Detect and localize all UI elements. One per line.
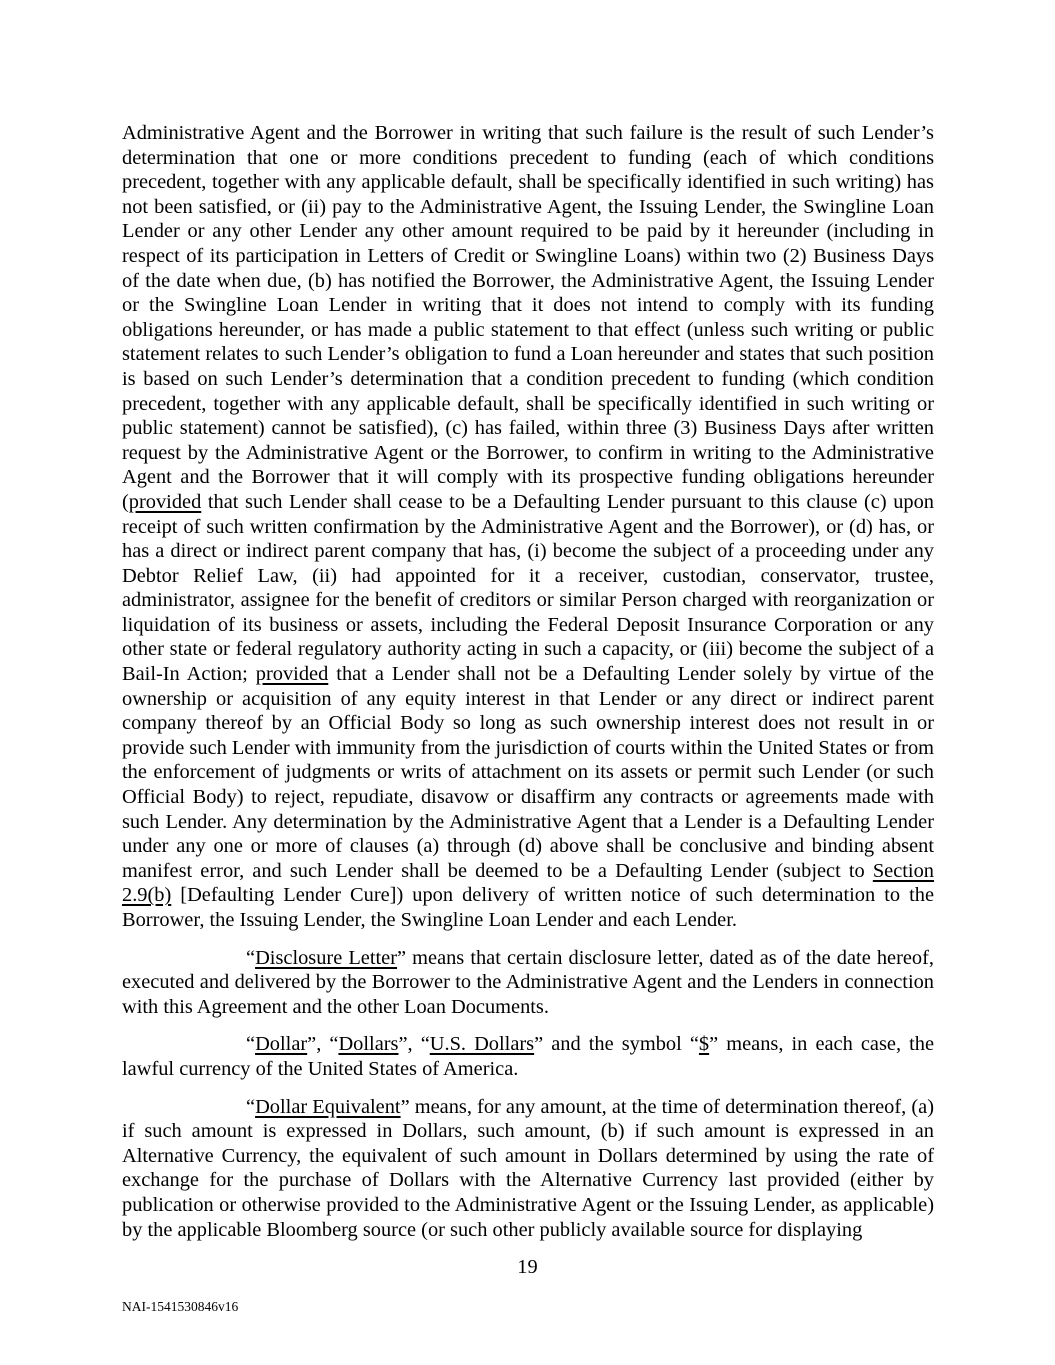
document-id-footer: NAI-1541530846v16 bbox=[122, 1299, 239, 1314]
paragraph bbox=[122, 1095, 934, 1243]
text-run: ”, “ bbox=[398, 1033, 430, 1056]
underlined-term: Dollars bbox=[338, 1033, 399, 1056]
underlined-term: Disclosure Letter bbox=[255, 946, 398, 969]
underlined-term: $ bbox=[698, 1033, 710, 1056]
underlined-term: Dollar Equivalent bbox=[255, 1095, 401, 1118]
text-run: ” and the symbol “ bbox=[534, 1033, 699, 1056]
underlined-term: provided bbox=[255, 663, 329, 686]
paragraph bbox=[122, 946, 934, 1020]
page-number: 19 bbox=[517, 1256, 538, 1278]
underlined-term: Dollar bbox=[255, 1033, 308, 1056]
text-run: ” means, for any amount, at the time of determination thereof, (a) if such amount is expressed in Dollars, such amount, (b) if such amount is expressed in an Alternative Currency, the equivalent of such amount in Dollars determined by using the rate of exchange for the purchase of Dollars with the Alternative Currency last provided (either by publication or otherwise provided to the Administrative Agent or the Issuing Lender, as applicable) by the applicable Bloomberg source (or such other publicly available source for displaying bbox=[122, 1095, 934, 1241]
text-run: “ bbox=[246, 1095, 256, 1118]
text-run: ” means that certain disclosure letter, dated as of the date hereof, executed and delivered by the Borrower to the Administrative Agent and the Lenders in connection with this Agreement and the other Loan Documents. bbox=[122, 946, 935, 1018]
text-run: ”, “ bbox=[307, 1033, 339, 1056]
paragraph bbox=[122, 121, 934, 933]
text-run: “ bbox=[246, 1033, 256, 1056]
text-run: Administrative Agent and the Borrower in writing that such failure is the result of such Lender’s determination that one or more conditions precedent to funding (each of which conditions precedent, together with any applicable default, shall be specifically identified in such writing) has not been satisfied, or (ii) pay to the Administrative Agent, the Issuing Lender, the Swingline Loan Lender or any other Lender any other amount required to be paid by it hereunder (including in respect of its participation in Letters of Credit or Swingline Loans) within two (2) Business Days of the date when due, (b) has notified the Borrower, the Administrative Agent, the Issuing Lender or the Swingline Loan Lender in writing that it does not intend to comply with its funding obligations hereunder, or has made a public statement to that effect (unless such writing or public statement relates to such Lender’s obligation to fund a Loan hereunder and states that such position is based on such Lender’s determination that a condition precedent to funding (which condition precedent, together with any applicable default, shall be specifically identified in such writing or public statement) cannot be satisfied), (c) has failed, within three (3) Business Days after written request by the Administrative Agent or the Borrower, to confirm in writing to the Administrative Agent and the Borrower that it will comply with its prospective funding obligations hereunder ( bbox=[122, 122, 934, 513]
paragraph bbox=[122, 1032, 934, 1081]
underlined-term: Section 2.9(b) bbox=[122, 859, 934, 907]
document-body bbox=[122, 121, 934, 1242]
text-run: that such Lender shall cease to be a Defaulting Lender pursuant to this clause (c) upon receipt of such written confirmation by the Administrative Agent and the Borrower), or (d) has, or has a direct or indirect parent company that has, (i) become the subject of a proceeding under any Debtor Relief Law, (ii) had appointed for it a receiver, custodian, conservator, trustee, administrator, assignee for the benefit of creditors or similar Person charged with reorganization or liquidation of its business or assets, including the Federal Deposit Insurance Corporation or any other state or federal regulatory authority acting in such a capacity, or (iii) become the subject of a Bail-In Action; bbox=[122, 490, 934, 686]
text-run: “ bbox=[246, 946, 256, 969]
text-run: ” means, in each case, the lawful currency of the United States of America. bbox=[122, 1033, 935, 1080]
text-run: that a Lender shall not be a Defaulting Lender solely by virtue of the ownership or acquisition of any equity interest in that Lender or any direct or indirect parent company thereof by an Official Body so long as such ownership interest does not result in or provide such Lender with immunity from the jurisdiction of courts within the United States or from the enforcement of judgments or writs of attachment on its assets or permit such Lender (or such Official Body) to reject, repudiate, disavow or disaffirm any contracts or agreements made with such Lender. Any determination by the Administrative Agent that a Lender is a Defaulting Lender under any one or more of clauses (a) through (d) above shall be conclusive and binding absent manifest error, and such Lender shall be deemed to be a Defaulting Lender (subject to bbox=[122, 663, 934, 882]
underlined-term: U.S. Dollars bbox=[429, 1033, 535, 1056]
text-run: [Defaulting Lender Cure]) upon delivery of written notice of such determination to the Borrower, the Issuing Lender, the Swingline Loan Lender and each Lender. bbox=[122, 884, 934, 931]
underlined-term: provided bbox=[128, 490, 202, 513]
